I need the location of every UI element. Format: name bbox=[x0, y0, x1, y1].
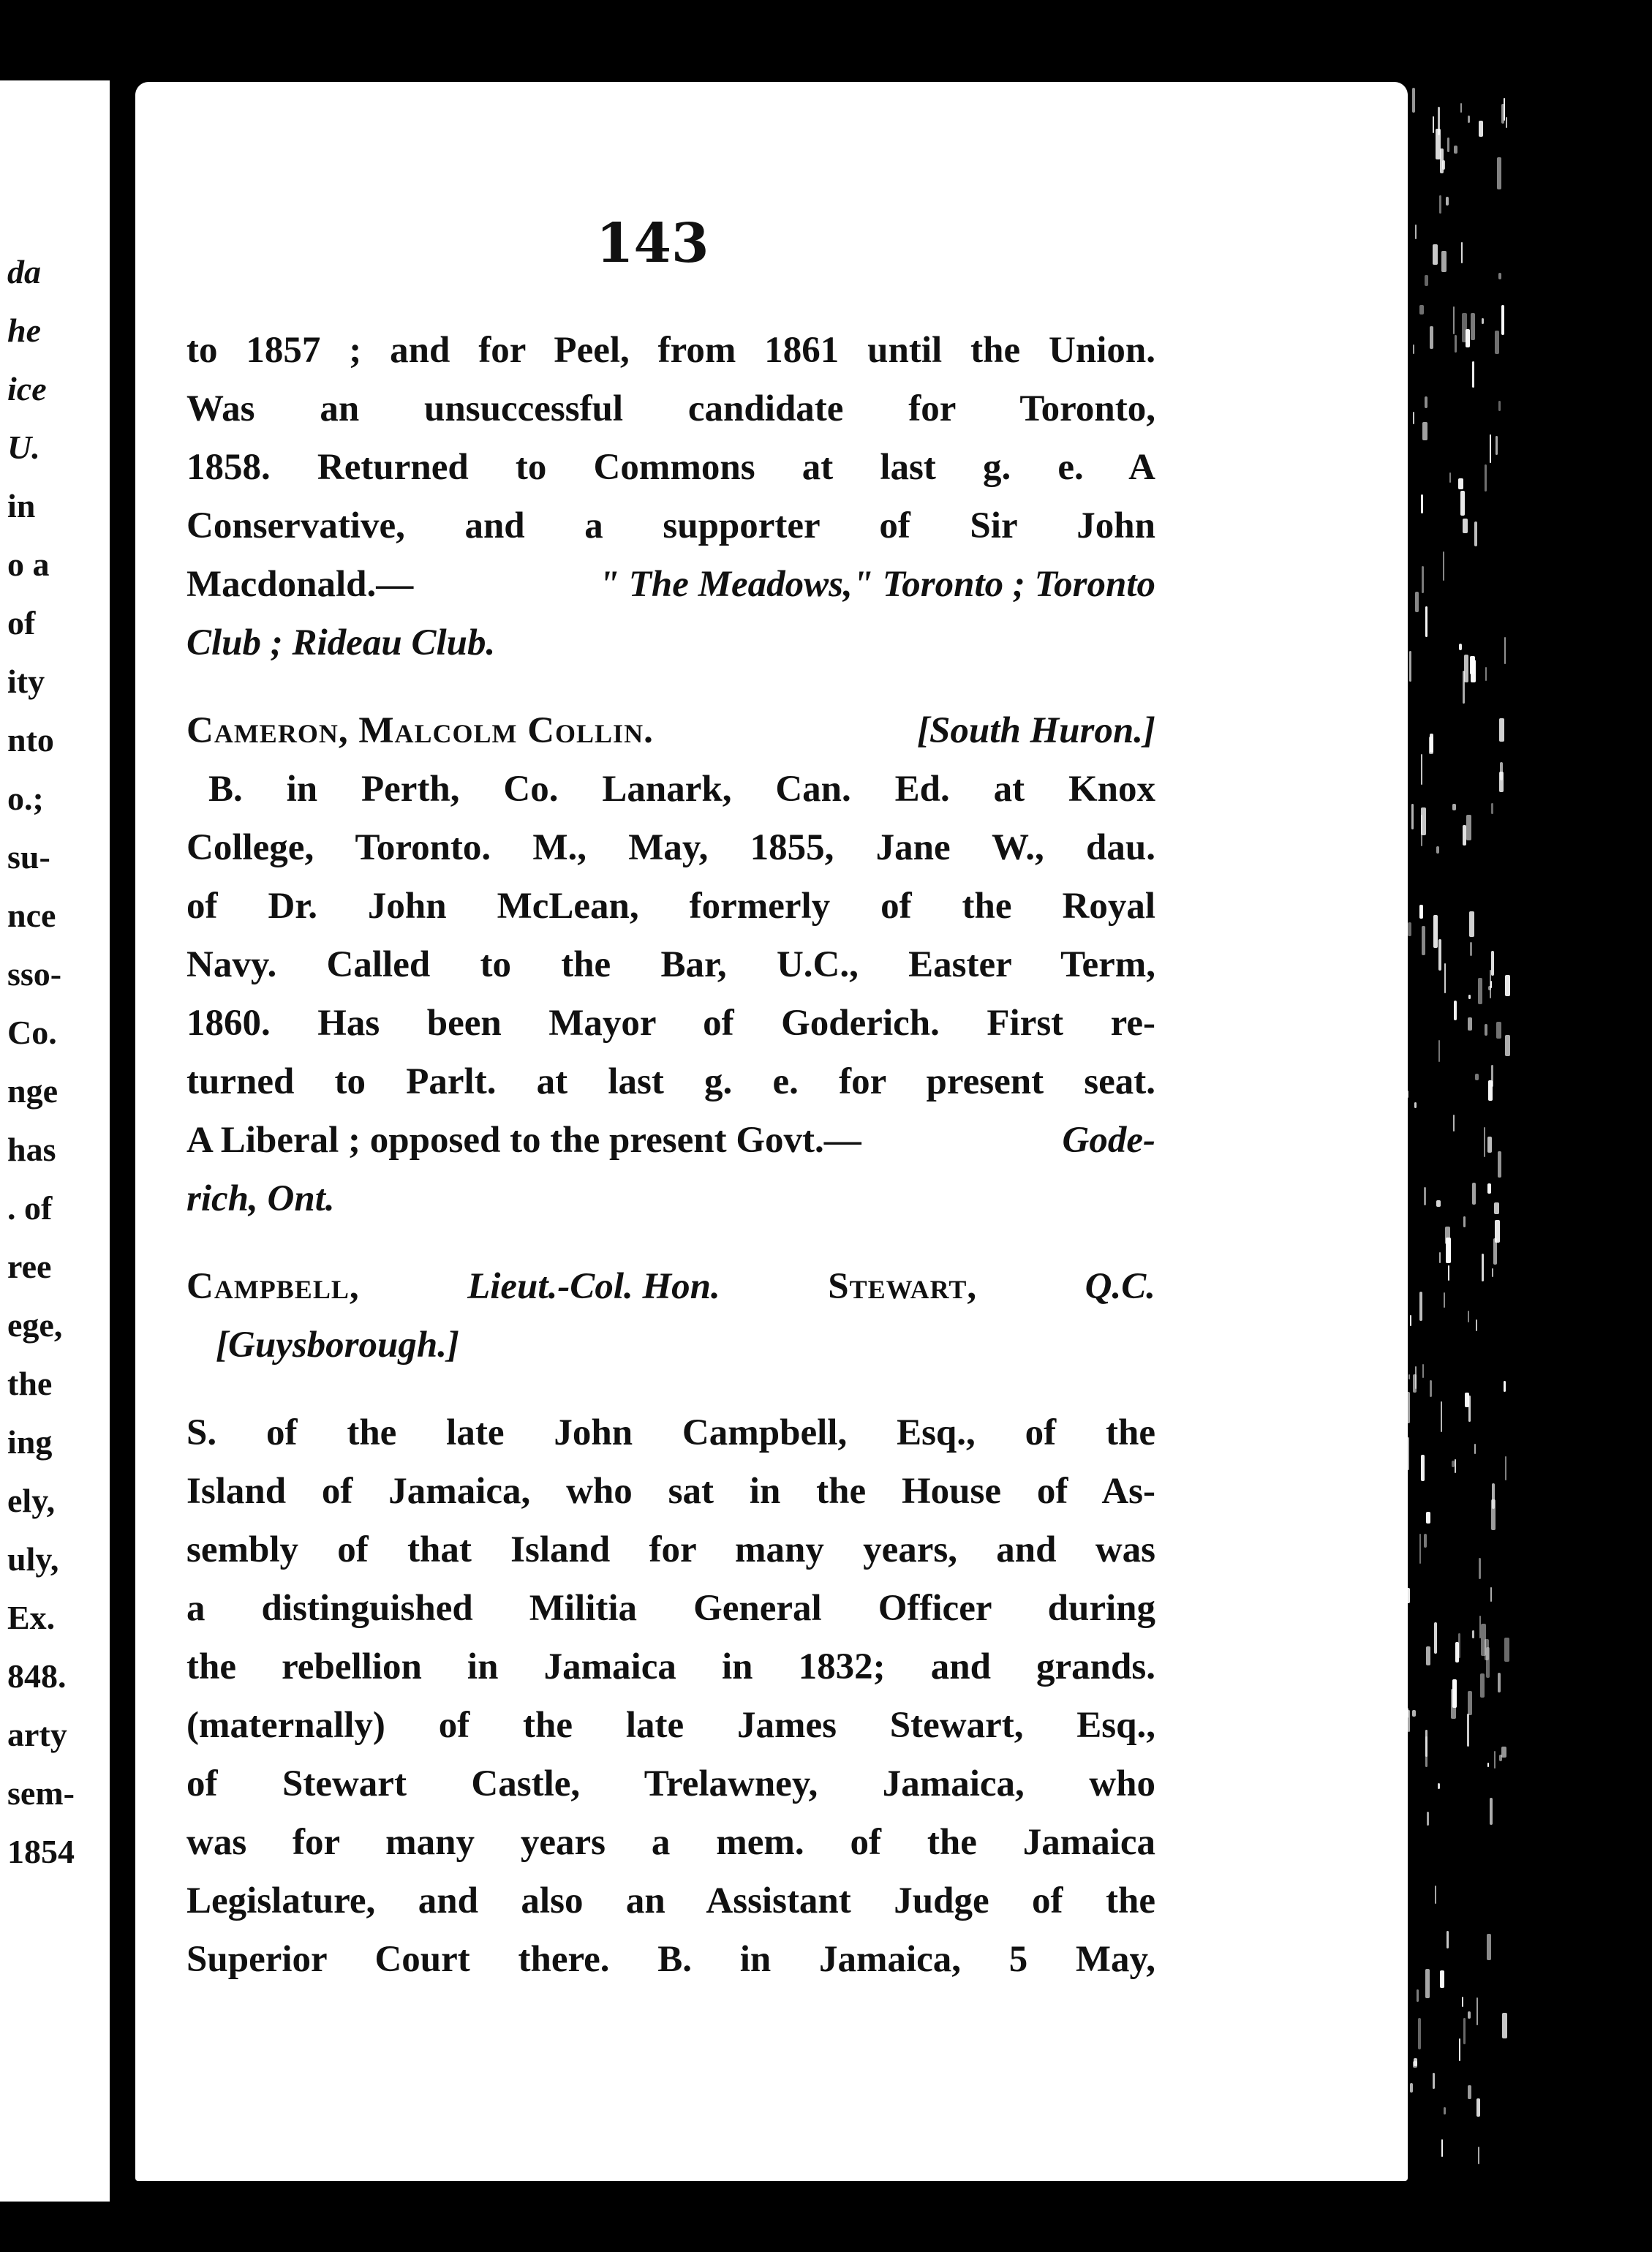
member-name: Cameron, Malcolm Collin. bbox=[186, 710, 654, 751]
text-line bbox=[186, 563, 1155, 606]
margin-fragment: U. bbox=[7, 429, 40, 466]
margin-fragment: nge bbox=[7, 1072, 58, 1110]
margin-fragment: he bbox=[7, 312, 41, 349]
margin-fragment: Co. bbox=[7, 1014, 57, 1051]
text-span: Macdonald.— bbox=[186, 564, 414, 605]
margin-fragment: arty bbox=[7, 1716, 67, 1753]
riding-name: [South Huron.] bbox=[917, 710, 1155, 751]
margin-fragment: ing bbox=[7, 1423, 53, 1461]
margin-fragment: of bbox=[7, 604, 36, 641]
member-name: Campbell, bbox=[186, 1266, 360, 1307]
member-honour: Q.C. bbox=[1085, 1266, 1155, 1307]
text-line: to 1857 ; and for Peel, from 1861 until the Union. bbox=[186, 330, 1155, 371]
margin-fragment: sso- bbox=[7, 955, 62, 993]
text-line: (maternally) of the late James Stewart, Esq., bbox=[186, 1705, 1155, 1746]
margin-fragment: nto bbox=[7, 721, 54, 758]
margin-fragment: the bbox=[7, 1365, 53, 1402]
text-line: of Stewart Castle, Trelawney, Jamaica, who bbox=[186, 1763, 1155, 1804]
text-line: the rebellion in Jamaica in 1832; and grands. bbox=[186, 1646, 1155, 1687]
margin-fragment: ely, bbox=[7, 1482, 56, 1519]
margin-fragment: 1854 bbox=[7, 1833, 75, 1870]
margin-fragment: ege, bbox=[7, 1306, 63, 1344]
text-line: Superior Court there. B. in Jamaica, 5 May, bbox=[186, 1939, 1155, 1980]
text-span: A Liberal ; opposed to the present Govt.— bbox=[186, 1120, 861, 1161]
margin-fragment: o a bbox=[7, 546, 50, 583]
text-line: of Dr. John McLean, formerly of the Royal bbox=[186, 886, 1155, 927]
text-line: a distinguished Militia General Officer during bbox=[186, 1588, 1155, 1629]
member-name-2: Stewart, bbox=[828, 1266, 978, 1307]
member-title: Lieut.-Col. Hon. bbox=[467, 1266, 720, 1307]
clubs-text: Club ; Rideau Club. bbox=[186, 622, 496, 663]
text-line: S. of the late John Campbell, Esq., of the bbox=[186, 1412, 1155, 1453]
entry-heading bbox=[186, 1265, 1155, 1308]
margin-fragment: sem- bbox=[7, 1774, 75, 1812]
margin-fragment: o.; bbox=[7, 780, 44, 817]
text-line: College, Toronto. M., May, 1855, Jane W., dau. bbox=[186, 827, 1155, 868]
margin-fragment: da bbox=[7, 253, 41, 290]
text-line: B. in Perth, Co. Lanark, Can. Ed. at Knox bbox=[208, 769, 1155, 810]
entry-heading bbox=[186, 709, 1155, 752]
text-line: Was an unsuccessful candidate for Toronto, bbox=[186, 388, 1155, 429]
text-line: 1858. Returned to Commons at last g. e. A bbox=[186, 447, 1155, 488]
address-text: " The Meadows," Toronto ; Toronto bbox=[598, 564, 1155, 605]
address-text: rich, Ont. bbox=[186, 1178, 335, 1219]
page-edge bbox=[1375, 88, 1543, 2180]
text-line bbox=[186, 1119, 1155, 1161]
margin-fragment: in bbox=[7, 487, 36, 524]
margin-fragment: . of bbox=[7, 1189, 53, 1227]
page-number: 143 bbox=[596, 212, 709, 275]
margin-fragment: Ex. bbox=[7, 1599, 56, 1636]
margin-fragment: nce bbox=[7, 897, 56, 934]
address-text: Gode- bbox=[1062, 1120, 1155, 1161]
text-line: Navy. Called to the Bar, U.C., Easter Term, bbox=[186, 944, 1155, 985]
text-line: 1860. Has been Mayor of Goderich. First re- bbox=[186, 1003, 1155, 1044]
riding-name: [Guysborough.] bbox=[216, 1325, 459, 1366]
margin-fragment: ity bbox=[7, 663, 45, 700]
text-line: Legislature, and also an Assistant Judge of the bbox=[186, 1880, 1155, 1921]
text-line: turned to Parlt. at last g. e. for present seat. bbox=[186, 1061, 1155, 1102]
margin-fragment: su- bbox=[7, 838, 50, 875]
text-line: was for many years a mem. of the Jamaica bbox=[186, 1822, 1155, 1863]
left-page-strip bbox=[0, 80, 124, 2202]
text-line: Island of Jamaica, who sat in the House of As- bbox=[186, 1471, 1155, 1512]
margin-fragment: 848. bbox=[7, 1657, 67, 1695]
margin-fragment: ree bbox=[7, 1248, 52, 1285]
margin-fragment: uly, bbox=[7, 1540, 59, 1578]
margin-fragment: ice bbox=[7, 370, 47, 407]
text-line: Conservative, and a supporter of Sir John bbox=[186, 505, 1155, 546]
text-line: sembly of that Island for many years, and was bbox=[186, 1529, 1155, 1570]
margin-fragment: has bbox=[7, 1131, 56, 1168]
